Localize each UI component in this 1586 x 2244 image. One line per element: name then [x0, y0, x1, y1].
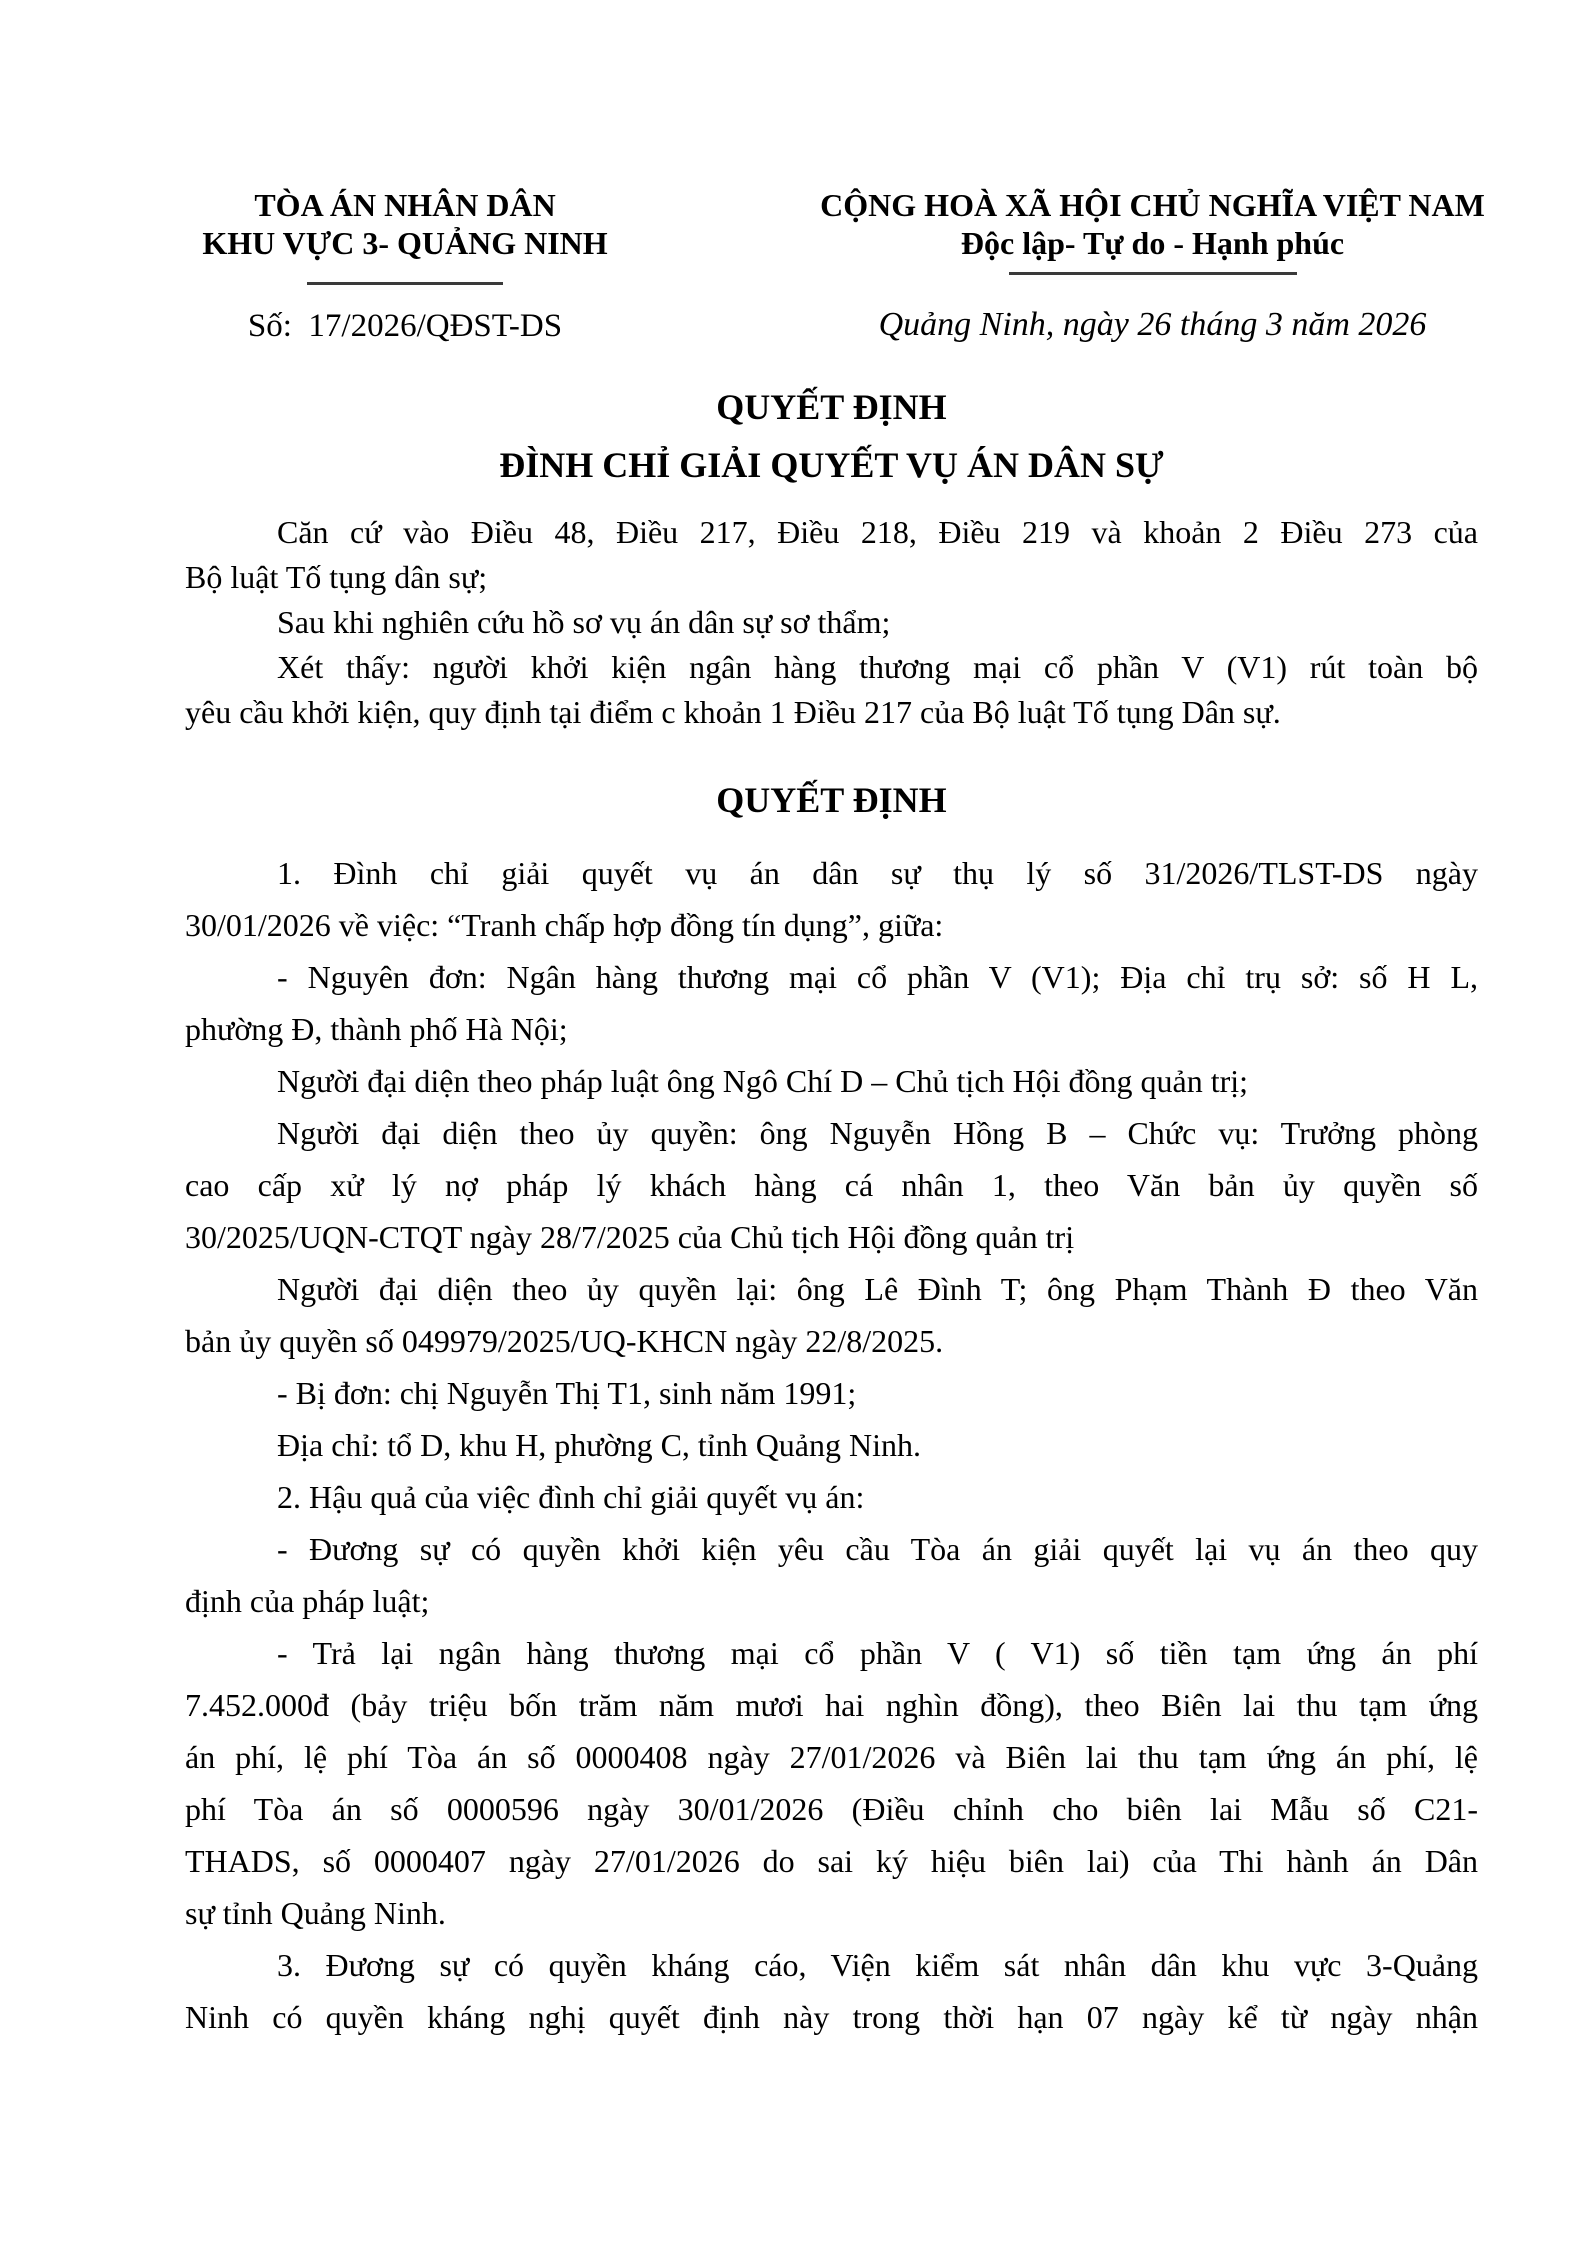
text-line: Người đại diện theo ủy quyền: ông Nguyễn Hồng B – Chức vụ: Trưởng phòng [277, 1115, 1478, 1151]
document-title-line1: QUYẾT ĐỊNH [716, 387, 947, 427]
text-line: phí Tòa án số 0000596 ngày 30/01/2026 (Điều chỉnh cho biên lai Mẫu số C21- [185, 1791, 1478, 1827]
text-line: Người đại diện theo ủy quyền lại: ông Lê Đình T; ông Phạm Thành Đ theo Văn [277, 1271, 1478, 1307]
place-date-line: Quảng Ninh, ngày 26 tháng 3 năm 2026 [878, 306, 1427, 343]
text-line: 30/01/2026 về việc: “Tranh chấp hợp đồng tín dụng”, giữa: [185, 907, 944, 943]
text-line: bản ủy quyền số 049979/2025/UQ-KHCN ngày 22/8/2025. [185, 1323, 944, 1359]
recitals-section [185, 510, 1478, 735]
republic-motto-line1: CỘNG HOÀ XÃ HỘI CHỦ NGHĨA VIỆT NAM [820, 187, 1485, 223]
court-divider-rule [307, 282, 503, 285]
text-line: Xét thấy: người khởi kiện ngân hàng thương mại cổ phần V (V1) rút toàn bộ [277, 649, 1478, 685]
text-line: án phí, lệ phí Tòa án số 0000408 ngày 27/01/2026 và Biên lai thu tạm ứng án phí, lệ [185, 1739, 1478, 1775]
text-line: - Bị đơn: chị Nguyễn Thị T1, sinh năm 1991; [277, 1375, 857, 1411]
court-name-line2: KHU VỰC 3- QUẢNG NINH [202, 225, 608, 261]
text-line: Địa chỉ: tổ D, khu H, phường C, tỉnh Quảng Ninh. [277, 1427, 921, 1463]
case-number: Số: 17/2026/QĐST-DS [247, 308, 563, 344]
issuing-court-block [150, 186, 660, 345]
decision-heading: QUYẾT ĐỊNH [716, 780, 947, 820]
text-line: Bộ luật Tố tụng dân sự; [185, 559, 488, 595]
text-line: 3. Đương sự có quyền kháng cáo, Viện kiểm sát nhân dân khu vực 3-Quảng [277, 1947, 1478, 1983]
text-line: yêu cầu khởi kiện, quy định tại điểm c khoản 1 Điều 217 của Bộ luật Tố tụng Dân sự. [185, 694, 1281, 730]
text-line: cao cấp xử lý nợ pháp lý khách hàng cá nhân 1, theo Văn bản ủy quyền số [185, 1167, 1478, 1203]
text-line: 30/2025/UQN-CTQT ngày 28/7/2025 của Chủ tịch Hội đồng quản trị [185, 1219, 1075, 1255]
document-title-line2: ĐÌNH CHỈ GIẢI QUYẾT VỤ ÁN DÂN SỰ [499, 445, 1164, 485]
text-line: Người đại diện theo pháp luật ông Ngô Chí D – Chủ tịch Hội đồng quản trị; [277, 1063, 1249, 1099]
text-line: sự tỉnh Quảng Ninh. [185, 1895, 446, 1931]
national-header-block [790, 186, 1515, 345]
text-line: 1. Đình chỉ giải quyết vụ án dân sự thụ lý số 31/2026/TLST-DS ngày [277, 855, 1478, 891]
text-line: định của pháp luật; [185, 1583, 430, 1619]
text-line: phường Đ, thành phố Hà Nội; [185, 1011, 568, 1047]
motto-divider-rule [1009, 272, 1297, 275]
republic-motto-line2: Độc lập- Tự do - Hạnh phúc [960, 225, 1345, 261]
decision-section [185, 847, 1478, 2043]
text-line: Sau khi nghiên cứu hồ sơ vụ án dân sự sơ thẩm; [277, 604, 891, 640]
text-line: - Đương sự có quyền khởi kiện yêu cầu Tòa án giải quyết lại vụ án theo quy [277, 1531, 1478, 1567]
text-line: Ninh có quyền kháng nghị quyết định này trong thời hạn 07 ngày kể từ ngày nhận [185, 1999, 1478, 2035]
text-line: 2. Hậu quả của việc đình chỉ giải quyết vụ án: [277, 1479, 865, 1515]
text-line: - Nguyên đơn: Ngân hàng thương mại cổ phần V (V1); Địa chỉ trụ sở: số H L, [277, 959, 1478, 995]
text-line: Căn cứ vào Điều 48, Điều 217, Điều 218, Điều 219 và khoản 2 Điều 273 của [277, 514, 1478, 550]
text-line: THADS, số 0000407 ngày 27/01/2026 do sai ký hiệu biên lai) của Thi hành án Dân [185, 1843, 1478, 1879]
document-title [185, 385, 1478, 487]
text-line: - Trả lại ngân hàng thương mại cổ phần V ( V1) số tiền tạm ứng án phí [277, 1635, 1478, 1671]
court-name-line1: TÒA ÁN NHÂN DÂN [254, 187, 556, 223]
text-line: 7.452.000đ (bảy triệu bốn trăm năm mươi hai nghìn đồng), theo Biên lai thu tạm ứng [185, 1687, 1478, 1723]
